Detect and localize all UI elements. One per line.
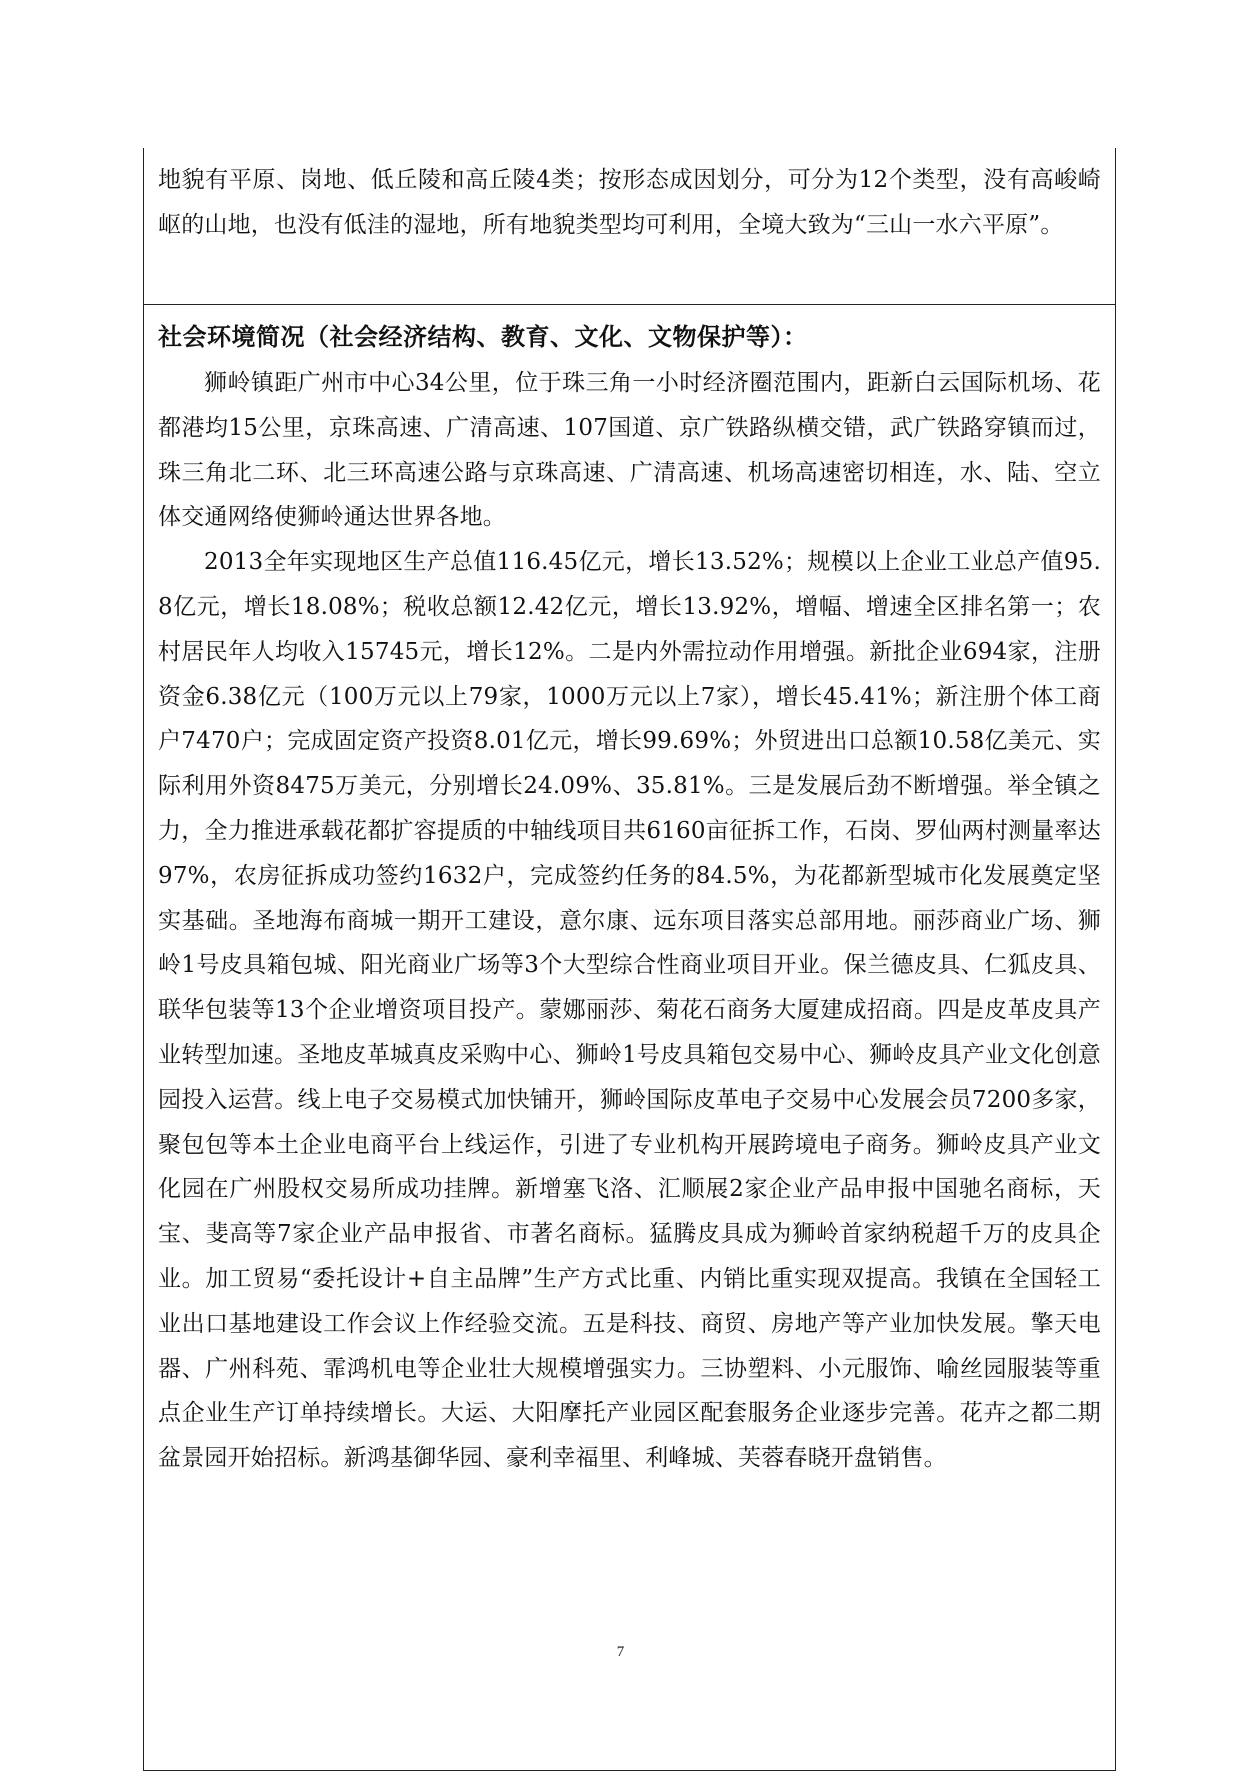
form-table [143, 148, 1116, 1771]
location-paragraph: 狮岭镇距广州市中心34公里，位于珠三角一小时经济圈范围内，距新白云国际机场、花都港均15公里，京珠高速、广清高速、107国道、京广铁路纵横交错，武广铁路穿镇而过，珠三角北二环、北三环高速公路与京珠高速、广清高速、机场高速密切相连，水、陆、空立体交通网络使狮岭通达世界各地。 [158, 370, 1101, 531]
economy-paragraph: 2013全年实现地区生产总值116.45亿元，增长13.52%；规模以上企业工业总产值95.8亿元，增长18.08%；税收总额12.42亿元，增长13.92%，增幅、增速全区排名第一；农村居民年人均收入15745元，增长12%。二是内外需拉动作用增强。新批企业694家，注册资金6.38亿元（100万元以上79家，1000万元以上7家），增长45.41%；新注册个体工商户7470户；完成固定资产投资8.01亿元，增长99.69%；外贸进出口总额10.58亿美元、实际利用外资8475万美元，分别增长24.09%、35.81%。三是发展后劲不断增强。举全镇之力，全力推进承载花都扩容提质的中轴线项目共6160亩征拆工作，石岗、罗仙两村测量率达97%，农房征拆成功签约1632户，完成签约任务的84.5%，为花都新型城市化发展奠定坚实基础。圣地海布商城一期开工建设，意尔康、远东项目落实总部用地。丽莎商业广场、狮岭1号皮具箱包城、阳光商业广场等3个大型综合性商业项目开业。保兰德皮具、仁狐皮具、联华包装等13个企业增资项目投产。蒙娜丽莎、菊花石商务大厦建成招商。四是皮革皮具产业转型加速。圣地皮革城真皮采购中心、狮岭1号皮具箱包交易中心、狮岭皮具产业文化创意园投入运营。线上电子交易模式加快铺开，狮岭国际皮革电子交易中心发展会员7200多家，聚包包等本土企业电商平台上线运作，引进了专业机构开展跨境电子商务。狮岭皮具产业文化园在广州股权交易所成功挂牌。新增塞飞洛、汇顺展2家企业产品申报中国驰名商标，天宝、斐高等7家企业产品申报省、市著名商标。猛腾皮具成为狮岭首家纳税超千万的皮具企业。加工贸易“委托设计+自主品牌”生产方式比重、内销比重实现双提高。我镇在全国轻工业出口基地建设工作会议上作经验交流。五是科技、商贸、房地产等产业加快发展。擎天电器、广州科苑、霏鸿机电等企业壮大规模增强实力。三协塑料、小元服饰、喻丝园服装等重点企业生产订单持续增长。大运、大阳摩托产业园区配套服务企业逐步完善。花卉之都二期盆景园开始招标。新鸿基御华园、豪利幸福里、利峰城、芙蓉春晓开盘销售。 [158, 549, 1101, 1472]
natural-environment-cell [144, 148, 1115, 305]
social-environment-cell [144, 305, 1115, 1770]
page-number: 7 [616, 1644, 625, 1660]
section-heading: 社会环境简况（社会经济结构、教育、文化、文物保护等）： [158, 323, 808, 351]
landform-paragraph: 地貌有平原、岗地、低丘陵和高丘陵4类；按形态成因划分，可分为12个类型，没有高峻崎岖的山地，也没有低洼的湿地，所有地貌类型均可利用，全境大致为“三山一水六平原”。 [158, 167, 1101, 238]
